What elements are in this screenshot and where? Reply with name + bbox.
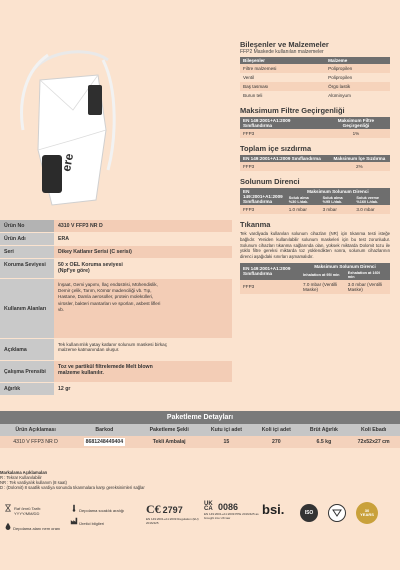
breathing-header-group: Maksimum Solunum Direnci — [286, 188, 390, 195]
clogging-text: Tek vardiyada kullanılan solunum cihazları (NR) için tıkanma testi isteğe bağlıdır. Yeniden kullanılabilir solunum maskeleri için bu test zorunludur. Solunum cihazları tıkanma sağlarında olan, yüksek miktarda Dolomit tozu ile yüklü filtre gereksi miktarda toz yüklendikten sonra, solunum cihazlarının direnci aşağıdaki sınırları aşmamalıdır. — [240, 231, 390, 260]
humidity-text: Depolama alanı nem oranı — [13, 526, 61, 531]
ce-mark-icon: C€ — [146, 502, 161, 516]
clogging-header-group: Maksimum Solunum Direnci — [300, 263, 390, 270]
leakage-header-value: Maksimum İçe Sızdırma — [329, 155, 390, 162]
packaging-case-size: 72x52x27 cm — [347, 436, 400, 448]
clogging-sub-header: Exhalation at 160l min — [345, 270, 390, 280]
components-subtitle: FFP2 Maskede kullanılan malzemeler — [240, 49, 324, 55]
breathing-sub-header: Soluk verme %160 L/dak. — [353, 195, 390, 205]
packaging-product: 4310 V FFP3 NR D — [0, 436, 71, 448]
spec-key: Açıklama — [0, 339, 54, 361]
filter-table — [240, 117, 390, 138]
triangle-icon — [332, 509, 342, 517]
leakage-title: Toplam içe sızdırma — [240, 144, 312, 153]
component-material: Alüminyum — [325, 91, 390, 100]
packaging-barcode — [71, 436, 137, 448]
leakage-header-class: EN 149:2001+A1:2009 Sınıflandırma — [240, 155, 329, 162]
ce-number: 2797 — [162, 504, 183, 515]
spec-row-product-no — [0, 220, 232, 233]
spec-row-description — [0, 339, 232, 361]
barcode-value: 8681248449404 — [85, 439, 124, 445]
ukca-text: EN 149:2001+A1:2009 PPE 2016/425 as brought into UK law — [204, 512, 259, 520]
top-valve — [88, 85, 102, 115]
legend-line: NR : Tek vardiyalık kullanım (8 saat) — [0, 480, 67, 485]
packaging-gross-weight: 6.5 kg — [300, 436, 347, 448]
packaging-case-qty: 270 — [252, 436, 300, 448]
bsi-logo: bsi. — [262, 502, 285, 517]
legend-line: R : Tekrar Kullanılabilir — [0, 475, 42, 480]
filter-header-class: EN 149:2001+A1:2009 Sınıflandırma — [240, 117, 322, 129]
iso-text: ISO — [304, 510, 314, 516]
breathing-value: 3.0 mbar — [353, 205, 390, 214]
components-title: Bileşenler ve Malzemeler — [240, 40, 329, 49]
bsi-block — [262, 502, 284, 517]
table-row — [240, 64, 390, 73]
packaging-box-qty: 15 — [201, 436, 252, 448]
clogging-title: Tıkanma — [240, 220, 271, 229]
factory-icon — [70, 517, 78, 525]
certification-footer — [0, 500, 400, 570]
component-material: Polipropilen — [325, 64, 390, 73]
legend-line: D : (Dolomit) 8 saatlik vardiya sonunda tıkanmalara karşı gereksinimleri sağlar — [0, 485, 145, 490]
table-row — [240, 162, 390, 171]
table-row — [240, 82, 390, 91]
packaging-header: Barkod — [71, 424, 137, 436]
mask-illustration — [18, 40, 118, 220]
component-name: Baş tasması — [240, 82, 325, 91]
table-row — [240, 73, 390, 82]
packaging-title: Paketleme Detayları — [0, 411, 400, 424]
tse-badge-icon — [328, 504, 346, 522]
mask-brand: ere — [59, 152, 77, 173]
leakage-table — [240, 155, 390, 171]
spec-row-product-name — [0, 233, 232, 246]
breathing-value: 3 mbar — [320, 205, 354, 214]
ukca-block — [204, 502, 264, 520]
breathing-sub-header: Soluk alma %30 L/dak. — [286, 195, 320, 205]
breathing-section — [240, 177, 390, 214]
clogging-value: 3.0 mbar (Ventilli Maske) — [345, 280, 390, 294]
front-valve — [42, 155, 62, 193]
years-text: 30 YEARS — [360, 508, 374, 517]
ukca-mark-icon: UK CA — [204, 501, 213, 512]
breathing-class: FFP3 — [240, 205, 286, 214]
filter-class: FFP3 — [240, 129, 322, 138]
spec-row-series — [0, 246, 232, 259]
spec-row-usage — [0, 279, 232, 339]
spec-key: Ürün No — [0, 220, 54, 233]
clogging-sub-header: Inhalation at 95l min — [300, 270, 345, 280]
leakage-value: 2% — [329, 162, 390, 171]
ukca-number: 0086 — [218, 502, 239, 512]
components-table — [240, 57, 390, 100]
spec-key: Kullanım Alanları — [0, 279, 54, 339]
packaging-header: Paketleme Şekli — [138, 424, 201, 436]
spec-key: Seri — [0, 246, 54, 259]
packaging-header: Koli Ebadı — [347, 424, 400, 436]
manufacturer-block — [70, 517, 104, 526]
packaging-type: Tekli Ambalaj — [138, 436, 201, 448]
humidity-block — [4, 522, 60, 531]
legend-title: Markalama Açıklamaları — [0, 470, 48, 475]
filter-value: 1% — [322, 129, 390, 138]
packaging-header: Koli içi adet — [252, 424, 300, 436]
shelf-life-block — [4, 504, 64, 516]
hourglass-icon — [4, 504, 12, 512]
spec-row-protection — [0, 259, 232, 279]
breathing-title: Solunum Direnci — [240, 177, 300, 186]
component-name: Burun teli — [240, 91, 325, 100]
years-badge — [356, 502, 378, 524]
ce-text: EN 149:2001+A1:2009 Regulation (EU) 2016/425 — [146, 517, 199, 525]
leakage-section — [240, 144, 390, 171]
breathing-value: 1.0 mbar — [286, 205, 320, 214]
breathing-sub-header: Soluk alma %95 L/dak. — [320, 195, 354, 205]
packaging-header: Kutu içi adet — [201, 424, 252, 436]
spec-key: Ürün Adı — [0, 233, 54, 246]
manufacturer-text: Üretici bilgileri — [79, 521, 105, 526]
table-row — [240, 91, 390, 100]
filter-section — [240, 106, 390, 138]
temp-block — [70, 504, 124, 513]
breathing-header-class: EN 149:2001+A1:2009 Sınıflandırma — [240, 188, 286, 205]
components-section — [240, 40, 390, 100]
component-name: Ventil — [240, 73, 325, 82]
marking-legend — [0, 470, 400, 490]
clogging-header-class: EN 149:2001+A1:2009 Sınıflandırma — [240, 263, 300, 280]
spec-value: 12 gr — [54, 383, 232, 396]
spec-row-weight — [0, 383, 232, 396]
packaging-section — [0, 411, 400, 448]
spec-key: Ağırlık — [0, 383, 54, 396]
thermometer-icon — [70, 504, 78, 512]
clogging-class: FFP3 — [240, 280, 300, 294]
ce-block — [146, 502, 202, 525]
clogging-value: 7.0 mbar (Ventilli Maske) — [300, 280, 345, 294]
clogging-table — [240, 263, 390, 294]
humidity-icon — [4, 522, 12, 530]
components-header-material: Malzeme — [325, 57, 390, 64]
right-column — [240, 40, 390, 300]
table-row — [0, 436, 400, 448]
table-row — [240, 280, 390, 294]
spec-value: 50 x OEL Koruma seviyesi (Npf'ye göre) — [54, 259, 134, 279]
table-row — [240, 205, 390, 214]
iso-badge — [300, 504, 318, 522]
spec-value: Dikey Katlanır Serisi (C serisi) — [54, 246, 232, 259]
spec-value: Tek kullanımlık yatay katlanır solunum maskesi birkaç malzeme katmanından oluşur. — [54, 339, 232, 361]
packaging-header: Ürün Açıklaması — [0, 424, 71, 436]
headband-right — [103, 60, 114, 170]
packaging-table — [0, 424, 400, 448]
spec-key: Koruma Seviyesi — [0, 259, 54, 279]
filter-header-value: Maksimum Filtre Geçirgenliği — [322, 117, 390, 129]
component-material: Polipropilen — [325, 73, 390, 82]
component-name: Filtre malzemesi — [240, 64, 325, 73]
clogging-section — [240, 220, 390, 294]
table-row — [240, 129, 390, 138]
spec-value: İnşaat, Gemi yapımı, İlaç endüstrisi, Mühendislik, Demir çelik, Tarım, Kömür madenciliği vb. Tıp, Hastane, Damla aerosoller, protein molekülleri, virüsler, bakteri mantarları ve sporları, asbest lifleri vb. — [54, 279, 232, 339]
temp-text: Depolama sıcaklık aralığı — [79, 508, 125, 513]
spec-table — [0, 220, 232, 396]
packaging-header: Brüt Ağırlık — [300, 424, 347, 436]
shelf-life-text: Raf ömrü Tarih: YYYY/MM/DD — [14, 506, 42, 516]
spec-row-principle — [0, 361, 232, 383]
filter-title: Maksimum Filtre Geçirgenliği — [240, 106, 345, 115]
component-material: Örgü lastik — [325, 82, 390, 91]
spec-key: Çalışma Prensibi — [0, 361, 54, 383]
components-header-component: Bileşenler — [240, 57, 325, 64]
spec-value: ERA — [54, 233, 232, 246]
breathing-table — [240, 188, 390, 214]
spec-value: 4310 V FFP3 NR D — [54, 220, 232, 233]
leakage-class: FFP3 — [240, 162, 329, 171]
spec-value: Toz ve partikül filtrelemede Melt blown malzeme kullanılır. — [54, 361, 232, 383]
